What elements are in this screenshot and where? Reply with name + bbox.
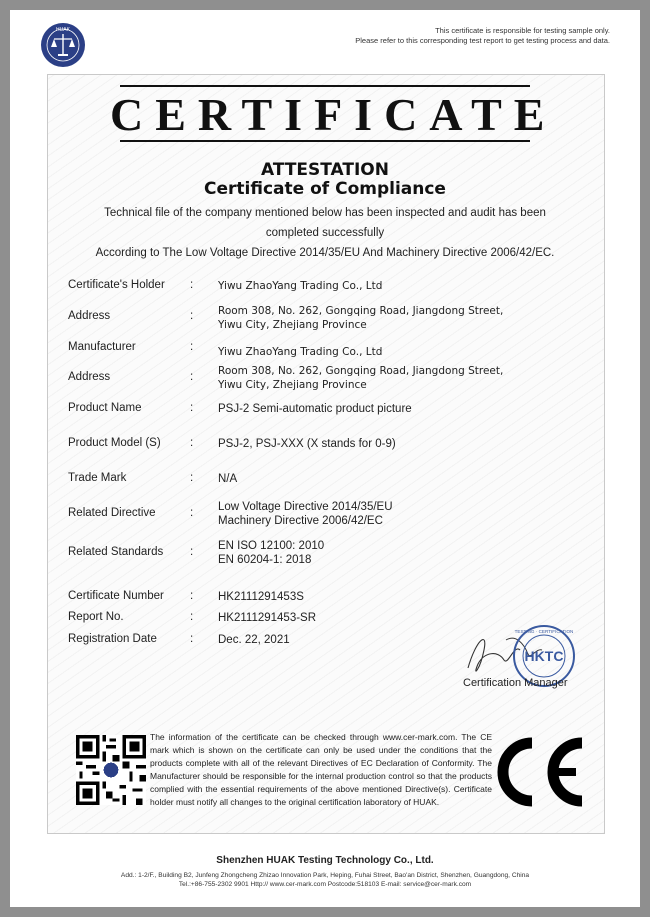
- field-value-line: Yiwu City, Zhejiang Province: [218, 379, 367, 391]
- field-colon: :: [190, 310, 194, 322]
- signature-label: Certification Manager: [463, 677, 568, 689]
- field-label: Certificate's Holder: [68, 279, 165, 291]
- field-value: [218, 539, 324, 567]
- field-value: [218, 364, 503, 392]
- qr-code: [76, 735, 146, 805]
- field-value-line: Room 308, No. 262, Gongqing Road, Jiangdong Street,: [218, 365, 504, 377]
- field-label: Manufacturer: [68, 341, 136, 353]
- header-note-line: Please refer to this corresponding test report to get testing process and data.: [355, 36, 610, 45]
- field-value: Yiwu ZhaoYang Trading Co., Ltd: [218, 346, 383, 358]
- field-colon: :: [190, 590, 194, 602]
- field-colon: :: [190, 611, 194, 623]
- attestation-heading: ATTESTATION: [261, 160, 389, 180]
- field-colon: :: [190, 341, 194, 353]
- field-colon: :: [190, 371, 194, 383]
- field-value-line: Low Voltage Directive 2014/35/EU: [218, 501, 393, 513]
- field-value: [218, 304, 503, 332]
- footer-company: Shenzhen HUAK Testing Technology Co., Ltd.: [216, 855, 434, 866]
- footer-contact: Tel.:+86-755-2302 9901 Http:// www.cer-mark.com Postcode:518103 E-mail: service@cer-mark.com: [178, 881, 472, 888]
- field-value: Yiwu ZhaoYang Trading Co., Ltd: [218, 280, 383, 292]
- field-label: Certificate Number: [68, 590, 164, 602]
- field-colon: :: [190, 402, 194, 414]
- field-label: Address: [68, 371, 111, 383]
- field-colon: :: [190, 633, 194, 645]
- footer-address: Add.: 1-2/F., Building B2, Junfeng Zhongcheng Zhizao Innovation Park, Heping, Fuhai Street, Bao'an District, Shenzhen, Guangdong, China: [120, 872, 530, 879]
- field-value: PSJ-2 Semi-automatic product picture: [218, 403, 412, 415]
- field-value: [218, 500, 393, 528]
- header-note-line: This certificate is responsible for testing sample only.: [435, 26, 610, 35]
- field-value-line: Yiwu City, Zhejiang Province: [218, 319, 367, 331]
- svg-text:HUAK: HUAK: [56, 27, 70, 33]
- field-value: PSJ-2, PSJ-XXX (X stands for 0-9): [218, 438, 396, 450]
- intro-text: [80, 203, 570, 263]
- intro-line: completed successfully: [265, 227, 385, 239]
- field-colon: :: [190, 546, 194, 558]
- compliance-heading: Certificate of Compliance: [204, 179, 446, 199]
- svg-text:HKTC: HKTC: [524, 648, 564, 664]
- footnote-text: The information of the certificate can be checked through www.cer-mark.com. The CE mark which is shown on the certificate can only be used under the conditions that the products complete with all of the relevant Directives of EC Declaration of Conformity. The Manufacturer should be responsible for the internal production control so that the products complied with the essential requirements of the above mentioned Directive(s). Certificate holder must notify all changes to the original certification laboratory of HUAK.: [150, 732, 492, 807]
- field-value: Dec. 22, 2021: [218, 634, 290, 646]
- field-value: N/A: [218, 473, 238, 485]
- field-value-line: EN 60204-1: 2018: [218, 554, 312, 566]
- field-label: Product Name: [68, 402, 142, 414]
- field-label: Trade Mark: [68, 472, 127, 484]
- title-rule-bottom: [120, 140, 530, 142]
- field-colon: :: [190, 437, 194, 449]
- intro-line: Technical file of the company mentioned below has been inspected and audit has been: [104, 207, 546, 219]
- field-label: Registration Date: [68, 633, 157, 645]
- huak-logo: [40, 22, 86, 68]
- field-value-line: Machinery Directive 2006/42/EC: [218, 515, 383, 527]
- svg-text:TESTING · CERTIFICATION: TESTING · CERTIFICATION: [514, 629, 574, 634]
- field-colon: :: [190, 507, 194, 519]
- header-note: [355, 26, 610, 46]
- field-label: Related Standards: [68, 546, 164, 558]
- field-colon: :: [190, 472, 194, 484]
- title-rule-top: [120, 85, 530, 87]
- certificate-title: CERTIFICATE: [110, 89, 557, 140]
- field-value-line: EN ISO 12100: 2010: [218, 540, 325, 552]
- field-colon: :: [190, 279, 194, 291]
- intro-line: According to The Low Voltage Directive 2014/35/EU And Machinery Directive 2006/42/EC.: [95, 247, 555, 259]
- field-label: Related Directive: [68, 507, 156, 519]
- field-value: HK2111291453-SR: [218, 612, 317, 624]
- ce-mark-icon: [492, 735, 588, 809]
- field-value-line: Room 308, No. 262, Gongqing Road, Jiangdong Street,: [218, 305, 504, 317]
- field-label: Product Model (S): [68, 437, 161, 449]
- field-label: Address: [68, 310, 111, 322]
- field-label: Report No.: [68, 611, 124, 623]
- field-value: HK2111291453S: [218, 591, 304, 603]
